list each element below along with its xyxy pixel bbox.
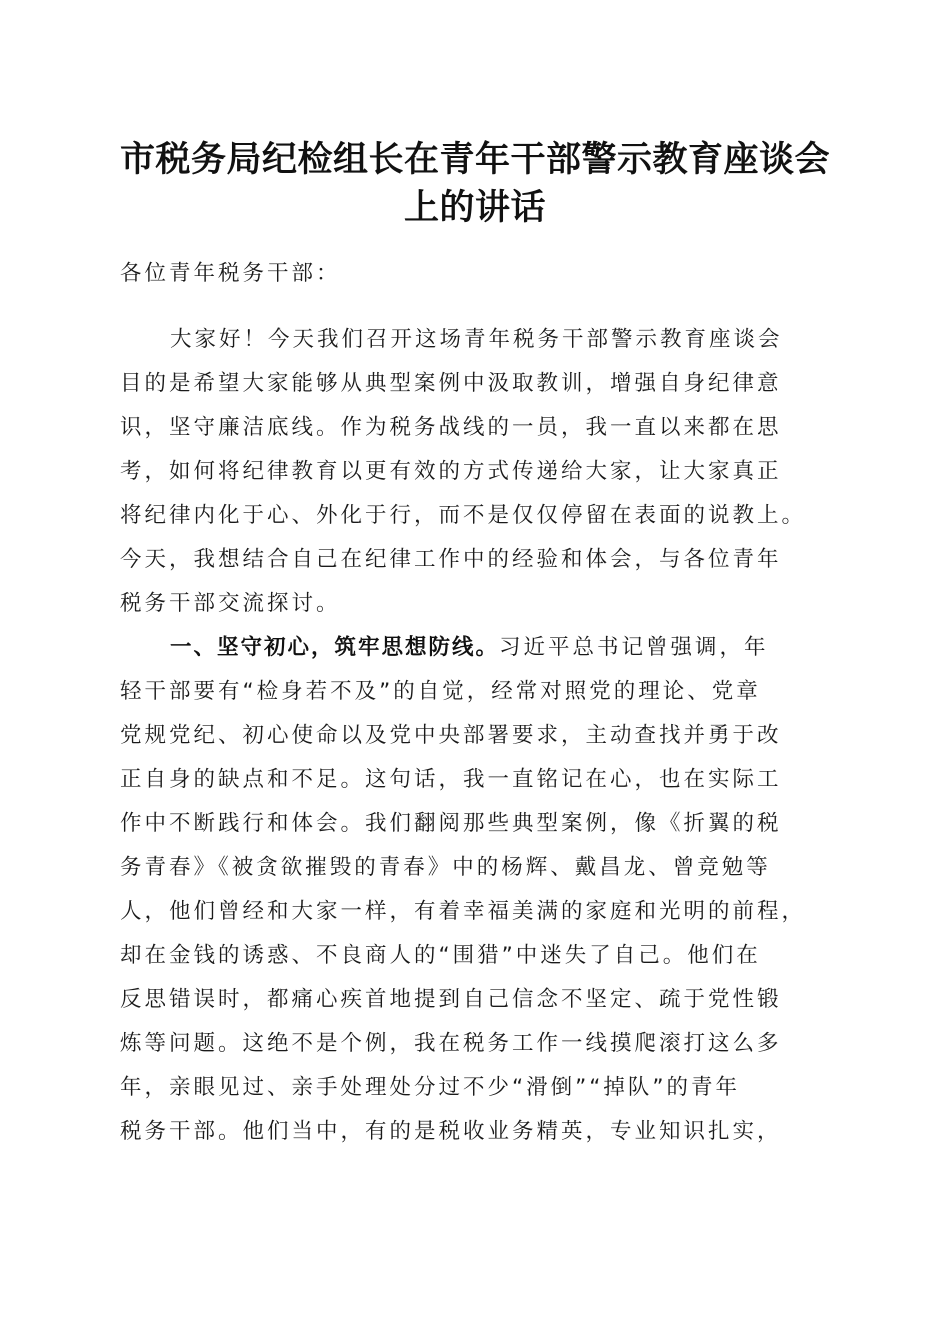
body-line: 税务干部。他们当中，有的是税收业务精英，专业知识扎实， <box>120 1119 782 1144</box>
salutation: 各位青年税务干部： <box>120 261 341 286</box>
body-line: 考，如何将纪律教育以更有效的方式传递给大家，让大家真正 <box>120 459 782 484</box>
body-line: 党规党纪、初心使命以及党中央部署要求，主动查找并勇于改 <box>120 723 782 748</box>
body-line: 人，他们曾经和大家一样，有着幸福美满的家庭和光明的前程， <box>120 899 807 924</box>
body-line: 却在金钱的诱惑、不良商人的“围猎”中迷失了自己。他们在 <box>120 943 761 968</box>
body-line: 税务干部交流探讨。 <box>120 591 341 616</box>
document-title <box>100 136 850 232</box>
body-line: 务青春》《被贪欲摧毁的青春》中的杨辉、戴昌龙、曾竞勉等 <box>120 855 771 880</box>
section-heading-line <box>120 626 840 670</box>
body-line: 大家好！今天我们召开这场青年税务干部警示教育座谈会 <box>170 327 783 352</box>
body-line: 今天，我想结合自己在纪律工作中的经验和体会，与各位青年 <box>120 547 782 572</box>
document-body <box>120 318 840 1154</box>
body-line: 目的是希望大家能够从典型案例中汲取教训，增强自身纪律意 <box>120 371 782 396</box>
section-heading: 一、坚守初心，筑牢思想防线。 <box>170 635 500 660</box>
body-line: 识，坚守廉洁底线。作为税务战线的一员，我一直以来都在思 <box>120 415 782 440</box>
title-line-1: 市税务局纪检组长在青年干部警示教育座谈会 <box>119 139 830 180</box>
body-text: 习近平总书记曾强调，年 <box>499 635 769 660</box>
body-line: 反思错误时，都痛心疾首地提到自己信念不坚定、疏于党性锻 <box>120 987 782 1012</box>
body-line: 轻干部要有“检身若不及”的自觉，经常对照党的理论、党章 <box>120 679 761 704</box>
body-line: 正自身的缺点和不足。这句话，我一直铭记在心，也在实际工 <box>120 767 782 792</box>
title-line-2: 上的讲话 <box>403 187 546 228</box>
body-line: 年，亲眼见过、亲手处理处分过不少“滑倒”“掉队”的青年 <box>120 1075 741 1100</box>
body-line: 炼等问题。这绝不是个例，我在税务工作一线摸爬滚打这么多 <box>120 1031 782 1056</box>
body-line: 将纪律内化于心、外化于行，而不是仅仅停留在表面的说教上。 <box>120 503 807 528</box>
body-line: 作中不断践行和体会。我们翻阅那些典型案例，像《折翼的税 <box>120 811 782 836</box>
